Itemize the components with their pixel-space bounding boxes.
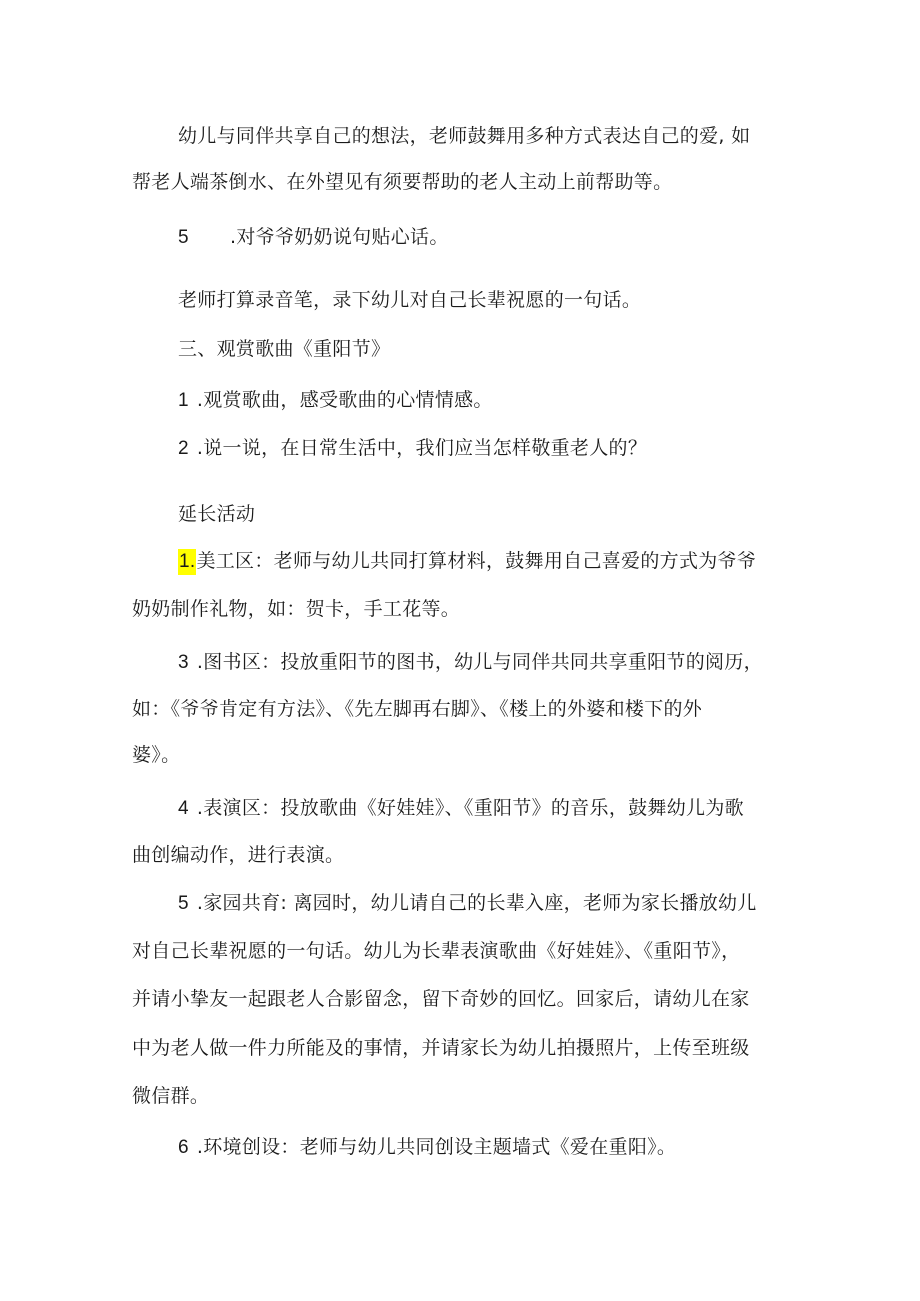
paragraph-share-ideas xyxy=(178,124,750,148)
list-number: 5 xyxy=(178,893,189,914)
list-text: .观赏歌曲，感受歌曲的心情情感。 xyxy=(196,389,493,411)
section-heading-extension xyxy=(178,502,255,526)
heading-text: 三、观赏歌曲《重阳节》 xyxy=(178,338,391,360)
list-number: 3 xyxy=(178,652,189,673)
text-line: 老师打算录音笔，录下幼儿对自己长辈祝愿的一句话。 xyxy=(178,289,642,311)
list-text: .环境创设：老师与幼儿共同创设主题墙式《爱在重阳》。 xyxy=(196,1136,677,1158)
list-item-1-art-area-cont xyxy=(132,597,460,621)
list-item-4-performance-area xyxy=(178,796,744,821)
list-text: .表演区：投放歌曲《好娃娃》、《重阳节》的音乐，鼓舞幼儿为歌 xyxy=(196,797,744,819)
list-text: .家园共育: 离园时，幼儿请自己的长辈入座，老师为家长播放幼儿 xyxy=(196,892,757,914)
list-item-1-appreciate xyxy=(178,388,493,413)
list-item-5-home-school xyxy=(178,891,757,916)
list-item-5-home-school-cont3 xyxy=(132,1036,750,1060)
list-item-3-book-area-cont xyxy=(132,697,702,721)
list-item-2-discuss xyxy=(178,436,647,461)
list-item-3-book-area-cont2 xyxy=(132,743,180,767)
list-text: .说一说，在日常生活中，我们应当怎样敬重老人的？ xyxy=(196,437,648,459)
text-line: 对自己长辈祝愿的一句话。幼儿为长辈表演歌曲《好娃娃》、《重阳节》， xyxy=(132,940,741,962)
text-line: 奶奶制作礼物，如：贺卡，手工花等。 xyxy=(132,598,461,620)
text-line: 帮老人端茶倒水、在外望见有须要帮助的老人主动上前帮助等。 xyxy=(132,171,673,193)
list-text: .图书区：投放重阳节的图书，幼儿与同伴共同共享重阳节的阅历， xyxy=(196,651,763,673)
text-line: 如：《爷爷肯定有方法》、《先左脚再右脚》、《楼上的外婆和楼下的外 xyxy=(132,698,703,720)
paragraph-recorder xyxy=(178,288,641,312)
list-text: .对爷爷奶奶说句贴心话。 xyxy=(230,226,449,248)
text-line: 微信群。 xyxy=(132,1085,210,1107)
list-text: 美工区：老师与幼儿共同打算材料，鼓舞用自己喜爱的方式为爷爷 xyxy=(196,550,757,572)
text-line: 曲创编动作，进行表演。 xyxy=(132,844,345,866)
section-heading-appreciate-song xyxy=(178,337,390,361)
paragraph-share-ideas-cont xyxy=(132,170,672,194)
heading-text: 延长活动 xyxy=(178,503,256,525)
list-item-5-home-school-cont4 xyxy=(132,1084,209,1108)
list-number: 6 xyxy=(178,1137,189,1158)
list-item-4-performance-area-cont xyxy=(132,843,344,867)
text-line: 并请小挚友一起跟老人合影留念，留下奇妙的回忆。回家后，请幼儿在家 xyxy=(132,988,750,1010)
list-item-5-home-school-cont xyxy=(132,939,740,963)
text-line: 中为老人做一件力所能及的事情，并请家长为幼儿拍摄照片，上传至班级 xyxy=(132,1037,750,1059)
highlighted-number: 1. xyxy=(178,549,196,575)
text-line: 婆》。 xyxy=(132,744,181,766)
text-line: 幼儿与同伴共享自己的想法，老师鼓舞用多种方式表达自己的爱, 如 xyxy=(178,125,751,147)
list-item-5-home-school-cont2 xyxy=(132,987,750,1011)
list-number: 4 xyxy=(178,798,189,819)
list-item-5-heartfelt-words xyxy=(178,225,449,250)
list-item-1-art-area xyxy=(178,549,756,575)
list-item-3-book-area xyxy=(178,650,763,675)
list-item-6-environment xyxy=(178,1135,676,1160)
list-number: 2 xyxy=(178,438,189,459)
list-number: 1 xyxy=(178,390,189,411)
list-number: 5 xyxy=(178,227,189,248)
